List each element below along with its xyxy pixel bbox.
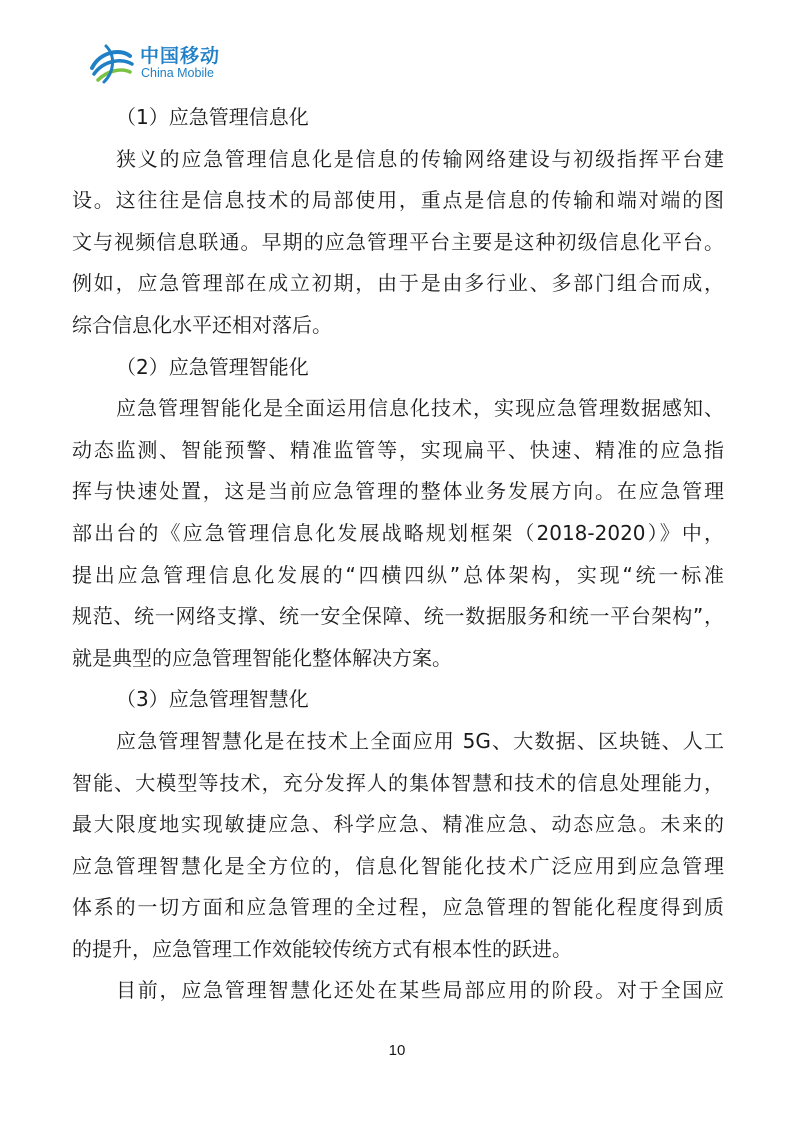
paragraph-line: 狭义的应急管理信息化是信息的传输网络建设与初级指挥平台建 bbox=[116, 146, 724, 171]
paragraph-line: 就是典型的应急管理智能化整体解决方案。 bbox=[72, 645, 452, 670]
section-heading-intelligentization: （2）应急管理智能化 bbox=[116, 354, 309, 379]
paragraph-line: 智能、大模型等技术，充分发挥人的集体智慧和技术的信息处理能力， bbox=[72, 770, 724, 795]
paragraph-line: 提出应急管理信息化发展的“四横四纵”总体架构，实现“统一标准 bbox=[72, 562, 724, 587]
page-number: 10 bbox=[388, 1042, 406, 1059]
paragraph-line: 动态监测、智能预警、精准监管等，实现扁平、快速、精准的应急指 bbox=[72, 437, 724, 462]
paragraph-line: 体系的一切方面和应急管理的全过程，应急管理的智能化程度得到质 bbox=[72, 895, 724, 920]
paragraph-line: 例如，应急管理部在成立初期，由于是由多行业、多部门组合而成， bbox=[72, 271, 724, 296]
china-mobile-logo-icon bbox=[86, 38, 136, 88]
paragraph-line: 目前，应急管理智慧化还处在某些局部应用的阶段。对于全国应 bbox=[116, 978, 724, 1003]
logo-english-text: China Mobile bbox=[141, 66, 214, 80]
paragraph-line: 文与视频信息联通。早期的应急管理平台主要是这种初级信息化平台。 bbox=[72, 229, 724, 254]
paragraph-line: 应急管理智能化是全面运用信息化技术，实现应急管理数据感知、 bbox=[116, 396, 724, 421]
logo-chinese-text: 中国移动 bbox=[140, 45, 221, 67]
paragraph-line: 综合信息化水平还相对落后。 bbox=[72, 312, 332, 337]
paragraph-line: 应急管理智慧化是在技术上全面应用 5G、大数据、区块链、人工 bbox=[116, 728, 724, 753]
paragraph-line: 规范、统一网络支撑、统一安全保障、统一数据服务和统一平台架构”， bbox=[72, 604, 724, 629]
paragraph-line: 设。这往往是信息技术的局部使用，重点是信息的传输和端对端的图 bbox=[72, 188, 724, 213]
document-body bbox=[72, 97, 724, 1012]
paragraph-line: 的提升，应急管理工作效能较传统方式有根本性的跃进。 bbox=[72, 936, 572, 961]
paragraph-line: 挥与快速处置，这是当前应急管理的整体业务发展方向。在应急管理 bbox=[72, 479, 724, 504]
header-logo bbox=[86, 38, 246, 88]
section-heading-smartization: （3）应急管理智慧化 bbox=[116, 687, 309, 712]
paragraph-line: 部出台的《应急管理信息化发展战略规划框架（2018-2020）》中， bbox=[72, 520, 724, 545]
section-heading-informatization: （1）应急管理信息化 bbox=[116, 105, 309, 129]
paragraph-line: 应急管理智慧化是全方位的，信息化智能化技术广泛应用到应急管理 bbox=[72, 853, 724, 878]
paragraph-line: 最大限度地实现敏捷应急、科学应急、精准应急、动态应急。未来的 bbox=[72, 812, 724, 837]
